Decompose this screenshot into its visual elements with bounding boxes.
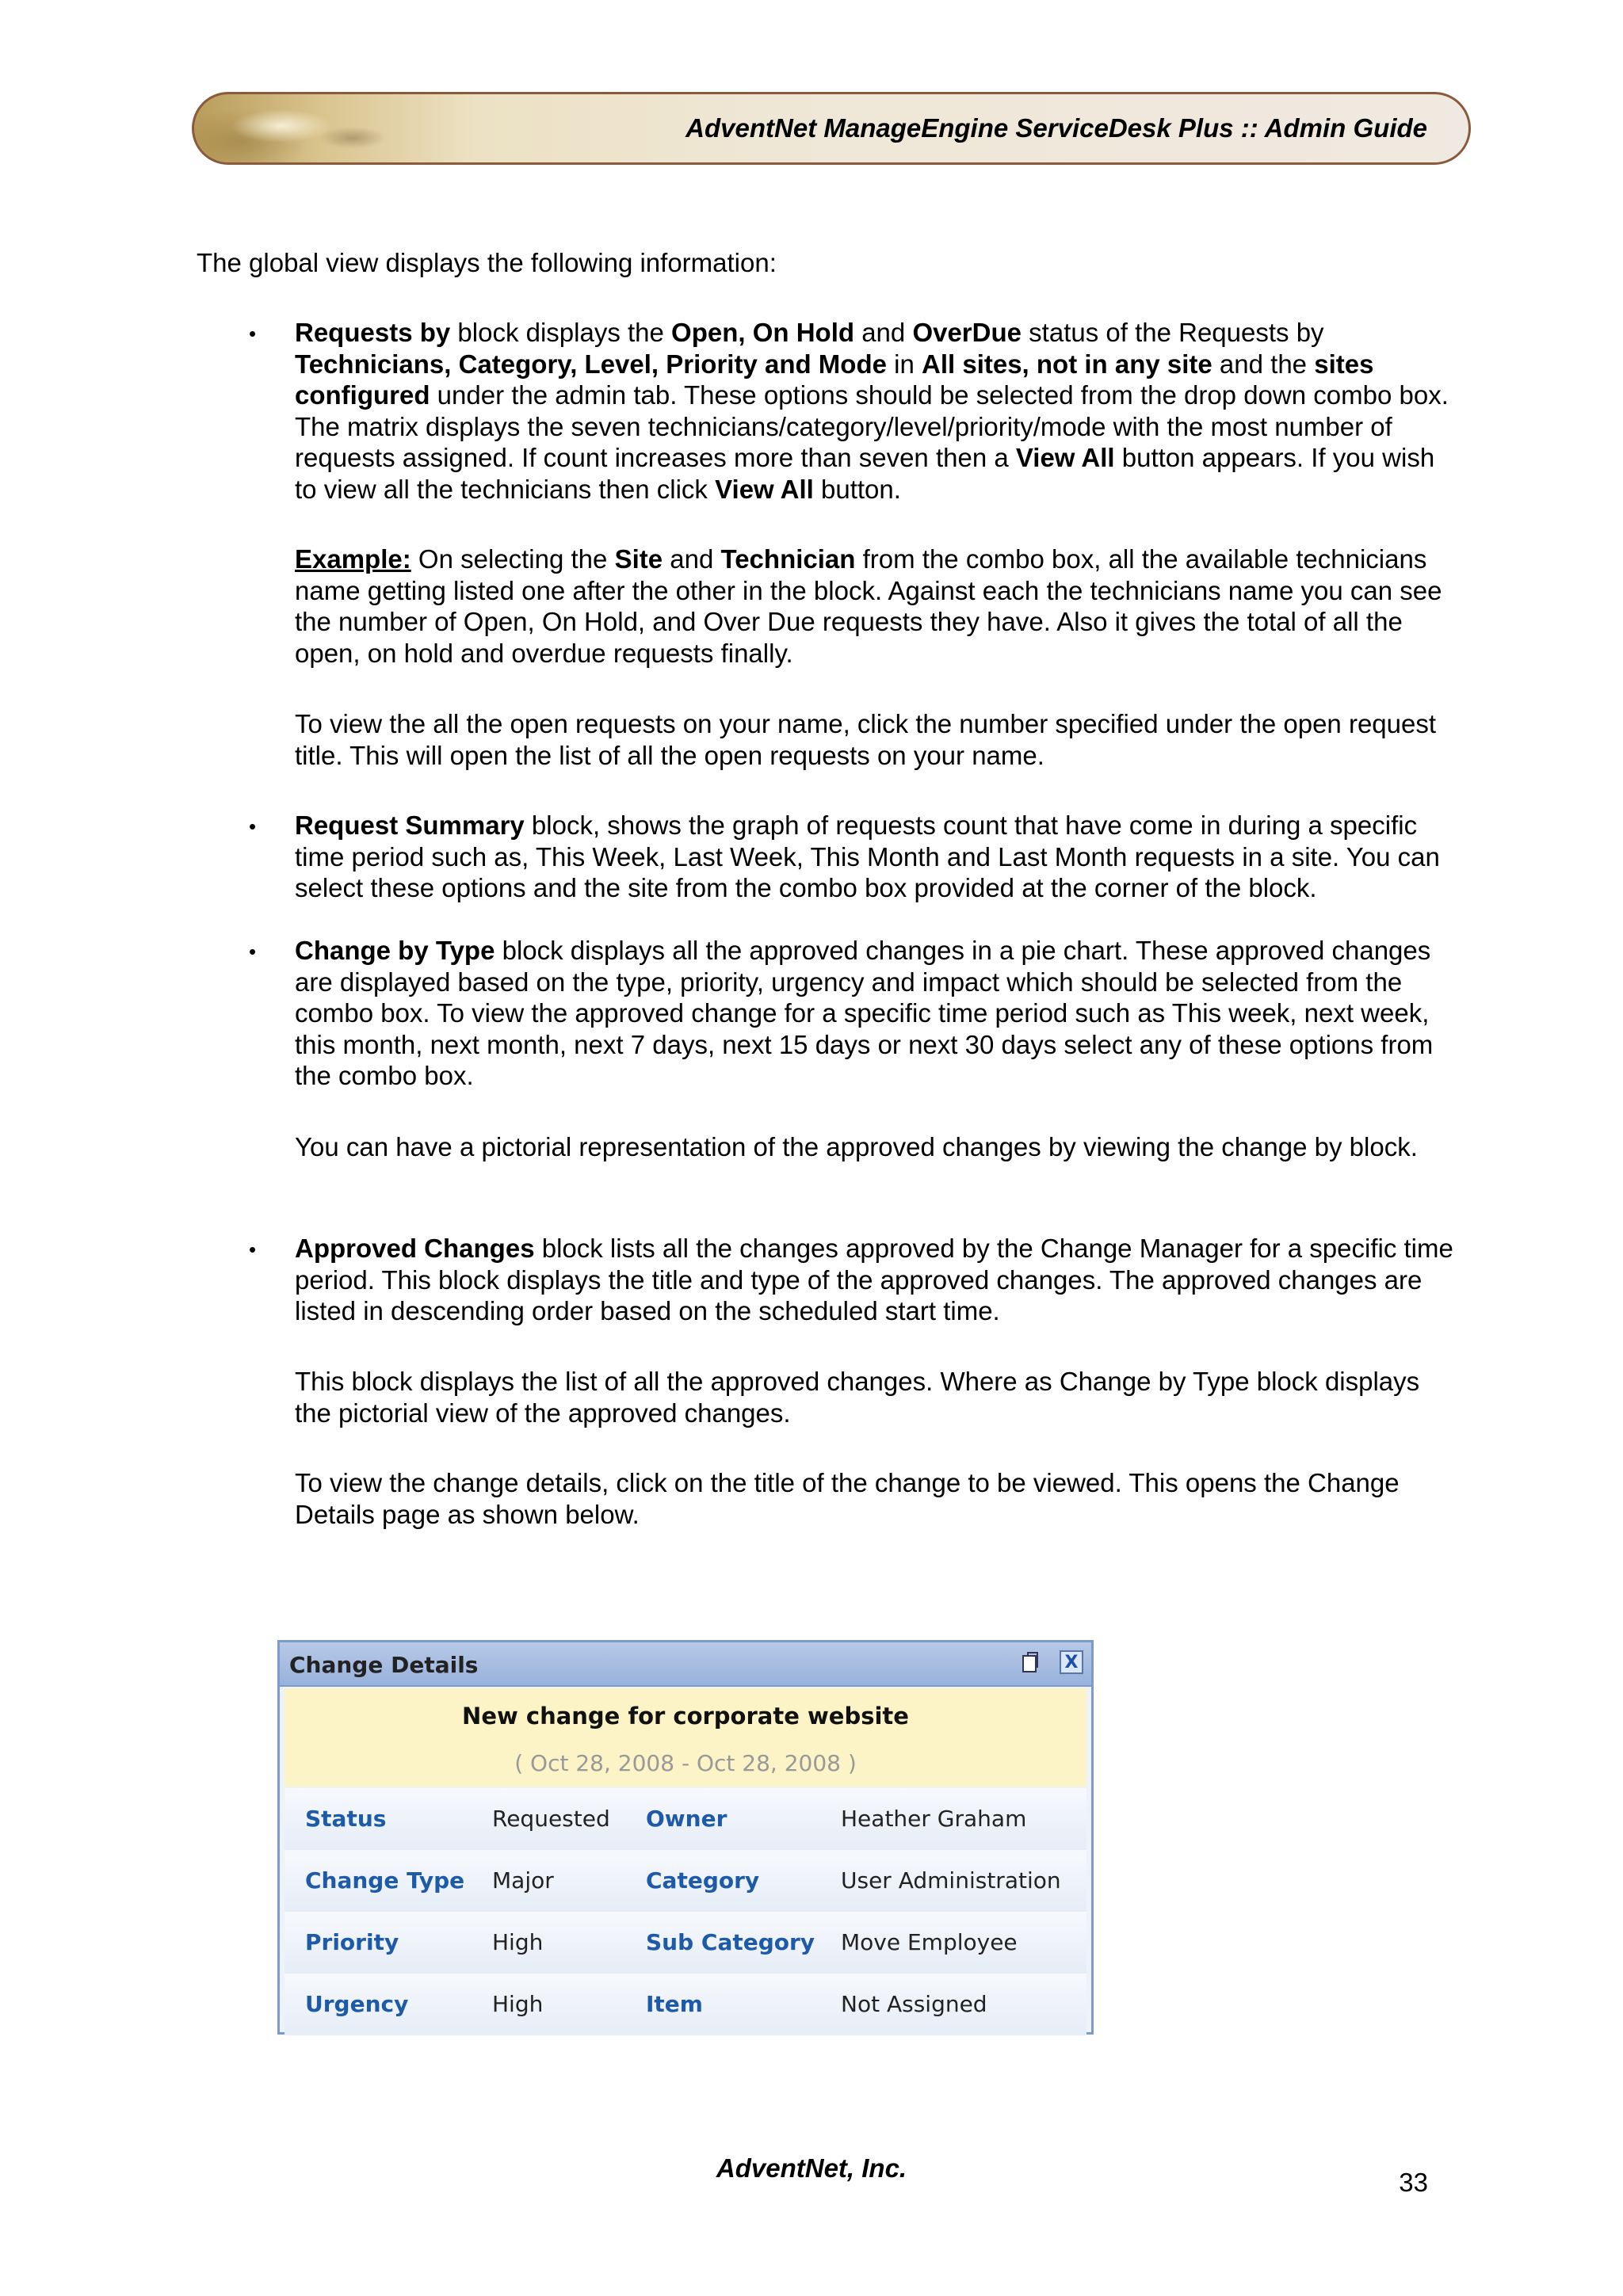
sub-category-label: Sub Category: [646, 1929, 815, 1955]
bullet-marker: •: [249, 1238, 257, 1261]
header-banner: [192, 92, 1471, 165]
urgency-value: High: [492, 1991, 544, 2017]
page-number: 33: [1399, 2168, 1428, 2197]
change-details-panel: [277, 1640, 1094, 2035]
sub-category-value: Move Employee: [841, 1929, 1018, 1955]
request-summary-paragraph: Request Summary block, shows the graph of requests count that have come in during a specific time period such as, This Week, Last Week, This Month and Last Month requests in a site. You can select these options and the site from the combo box provided at the corner of the block.: [295, 810, 1440, 902]
bullet-marker: •: [249, 940, 257, 963]
details-note-paragraph: To view the change details, click on the title of the change to be viewed. This opens the Change Details page as shown below.: [295, 1468, 1400, 1529]
intro-text: The global view displays the following information:: [197, 248, 777, 277]
list-note-paragraph: This block displays the list of all the approved changes. Where as Change by Type block displays the pictorial view of the approved changes.: [295, 1367, 1420, 1428]
change-type-value: Major: [492, 1867, 554, 1894]
category-label: Category: [646, 1867, 760, 1894]
item-value: Not Assigned: [841, 1991, 987, 2017]
requests-by-paragraph: Requests by block displays the Open, On Hold and OverDue status of the Requests by Technicians, Category, Level, Priority and Mode in All sites, not in any site and the sites configured under the admin tab. These options should be selected from the drop down combo box. The matrix displays the seven technicians/category/level/priority/mode with the most number of requests assigned. If count increases more than seven then a View All button appears. If you wish to view all the technicians then click View All button.: [295, 318, 1449, 504]
change-by-type-paragraph: Change by Type block displays all the approved changes in a pie chart. These approved changes are displayed based on the type, priority, urgency and impact which should be selected from the combo box. To view the approved change for a specific time period such as This week, next week, this month, next month, next 7 days, next 15 days or next 30 days select any of these options from the combo box.: [295, 936, 1434, 1090]
guide-title: AdventNet ManageEngine ServiceDesk Plus :: Admin Guide: [685, 113, 1427, 143]
close-icon[interactable]: X: [1060, 1650, 1083, 1674]
category-value: User Administration: [841, 1867, 1061, 1894]
item-label: Item: [646, 1991, 703, 2017]
banner-artwork: [194, 94, 456, 162]
panel-header: [280, 1642, 1091, 1687]
change-type-label: Change Type: [305, 1867, 465, 1894]
open-requests-paragraph: To view the all the open requests on your name, click the number specified under the open request title. This will open the list of all the open requests on your name.: [295, 709, 1437, 770]
change-dates: ( Oct 28, 2008 - Oct 28, 2008 ): [514, 1750, 857, 1776]
new-window-icon[interactable]: [1018, 1650, 1042, 1674]
example-paragraph: Example: On selecting the Site and Technician from the combo box, all the available technicians name getting listed one after the other in the block. Against each the technicians name you can see the number of Open, On Hold, and Over Due requests they have. Also it gives the total of all the open, on hold and overdue requests finally.: [295, 544, 1442, 668]
bullet-marker: •: [249, 322, 257, 345]
bullet-marker: •: [249, 814, 257, 838]
footer-company: AdventNet, Inc.: [716, 2153, 907, 2183]
status-value: Requested: [492, 1806, 610, 1832]
status-label: Status: [305, 1806, 387, 1832]
change-summary: [285, 1688, 1086, 1787]
detail-row: [285, 1850, 1086, 1912]
change-title[interactable]: New change for corporate website: [462, 1703, 909, 1730]
panel-title: Change Details: [289, 1652, 479, 1678]
priority-value: High: [492, 1929, 544, 1955]
approved-changes-paragraph: Approved Changes block lists all the changes approved by the Change Manager for a specific time period. This block displays the title and type of the approved changes. The approved changes are listed in descending order based on the scheduled start time.: [295, 1234, 1453, 1325]
detail-row: [285, 1788, 1086, 1850]
pictorial-paragraph: You can have a pictorial representation of the approved changes by viewing the change by block.: [295, 1132, 1418, 1161]
detail-row: [285, 1974, 1086, 2035]
owner-value: Heather Graham: [841, 1806, 1027, 1832]
priority-label: Priority: [305, 1929, 399, 1955]
detail-row: [285, 1912, 1086, 1974]
owner-label: Owner: [646, 1806, 727, 1832]
urgency-label: Urgency: [305, 1991, 409, 2017]
